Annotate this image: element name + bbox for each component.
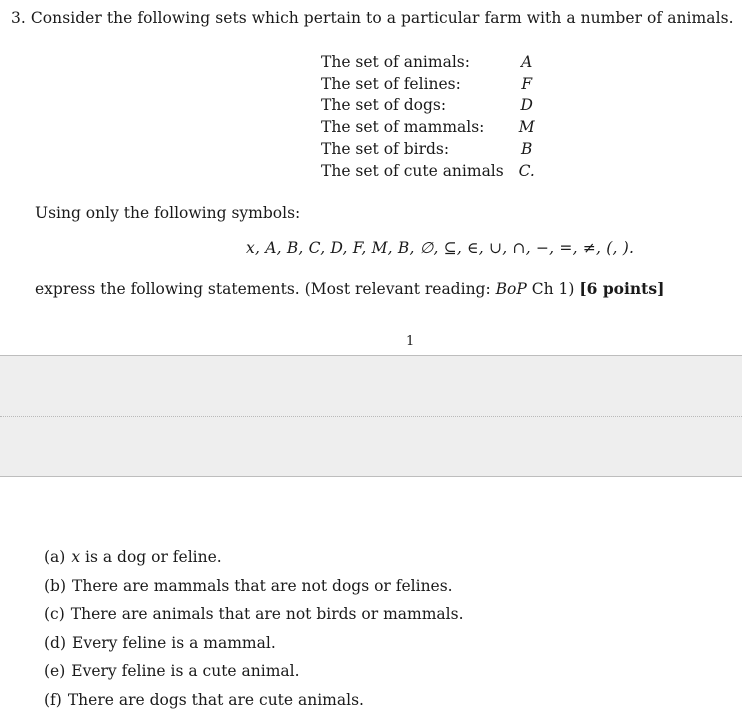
statement-e — [44, 657, 464, 686]
statement-label: (c) — [44, 605, 65, 624]
statement-label: (b) — [44, 576, 67, 595]
set-description: The set of birds: — [321, 139, 450, 158]
set-symbol: A — [521, 53, 533, 71]
page-number: 1 — [406, 334, 415, 349]
statement-b — [44, 572, 464, 601]
question-number: 3. — [11, 9, 26, 27]
statement-label: (f) — [44, 690, 62, 709]
statement-text: is a dog or feline. — [80, 548, 222, 566]
statement-c — [44, 600, 464, 629]
statement-label: (d) — [44, 633, 67, 652]
set-symbol: D — [520, 96, 533, 115]
page-divider — [0, 416, 742, 417]
page-1 — [0, 0, 742, 355]
set-row-dogs — [321, 95, 540, 117]
set-row-felines — [321, 74, 540, 96]
set-symbol: M — [518, 118, 535, 137]
points-value: [6 points] — [579, 279, 665, 298]
set-row-cute-animals — [321, 161, 540, 183]
instruction-line — [35, 279, 664, 298]
statements-list — [44, 543, 464, 715]
set-row-animals — [321, 52, 540, 74]
statement-f — [44, 686, 464, 715]
set-description: The set of animals: — [321, 53, 470, 71]
statement-text: Every feline is a mammal. — [72, 633, 276, 652]
statement-a — [44, 543, 464, 572]
statement-label: (a) — [44, 548, 66, 566]
page-break-gap — [0, 355, 742, 477]
set-symbol: C. — [518, 161, 535, 180]
set-row-mammals — [321, 117, 540, 139]
set-description: The set of cute animals — [321, 161, 504, 180]
symbols-intro: Using only the following symbols: — [35, 204, 301, 222]
set-row-birds — [321, 139, 540, 161]
set-description: The set of dogs: — [321, 96, 447, 115]
statement-text: There are dogs that are cute animals. — [67, 690, 364, 709]
sets-table — [321, 52, 540, 182]
chapter-reference: Ch 1) — [526, 280, 580, 298]
statement-text: There are animals that are not birds or mammals. — [70, 605, 464, 624]
statement-text: There are mammals that are not dogs or felines. — [72, 576, 453, 595]
book-reference: BoP — [495, 280, 527, 298]
set-symbol: F — [521, 74, 533, 93]
question-text: Consider the following sets which pertain to a particular farm with a number of animals. — [30, 9, 734, 27]
statement-label: (e) — [44, 662, 66, 681]
set-symbol: B — [521, 139, 533, 158]
instruction-prefix: express the following statements. (Most relevant reading: — [35, 280, 496, 298]
set-description: The set of mammals: — [321, 118, 485, 137]
variable-x: x — [71, 548, 81, 566]
allowed-symbols: x, A, B, C, D, F, M, B, ∅, ⊆, ∈, ∪, ∩, −, =, ≠, (, ). — [246, 239, 635, 257]
question-heading — [11, 9, 734, 27]
statement-d — [44, 629, 464, 658]
statement-text: Every feline is a cute animal. — [71, 662, 300, 681]
set-description: The set of felines: — [321, 74, 461, 93]
